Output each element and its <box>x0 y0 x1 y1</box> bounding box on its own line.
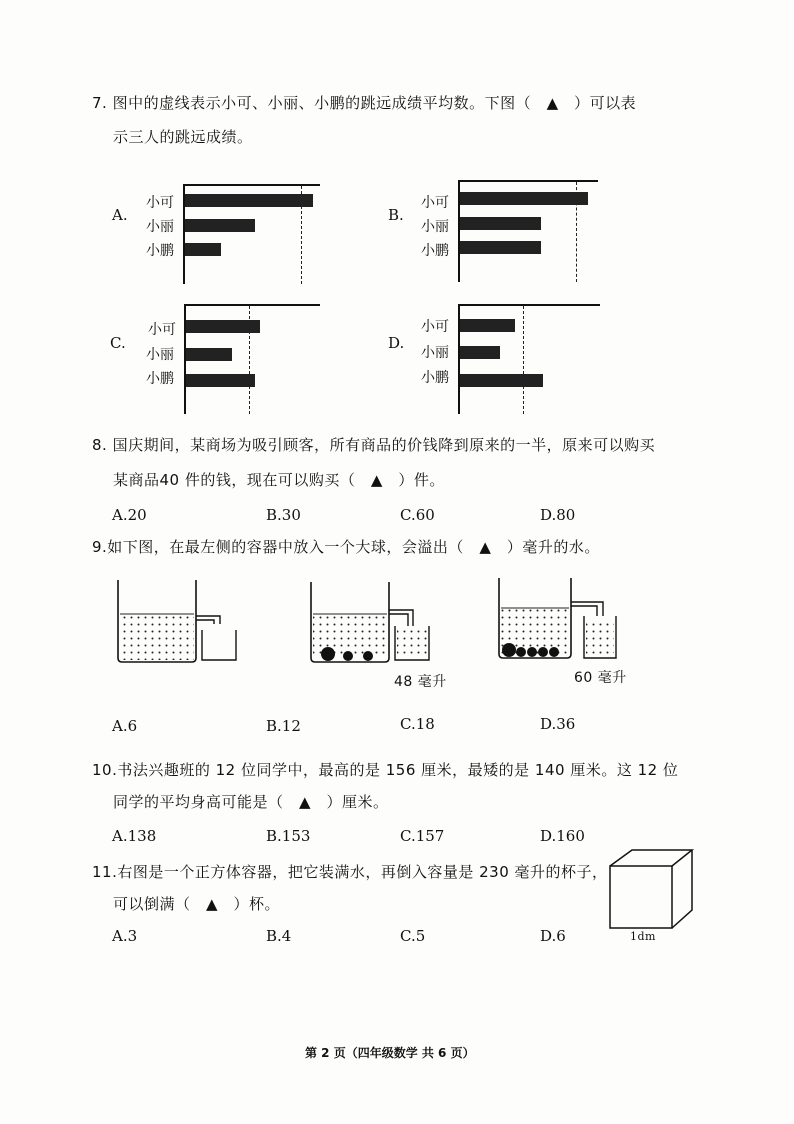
container-1 <box>118 580 236 662</box>
q10-option-d: D.160 <box>540 827 585 845</box>
bar-xiaoli <box>185 219 255 232</box>
q8-text-line2: 某商品40 件的钱，现在可以购买（ ▲ ）件。 <box>113 471 445 489</box>
chart-b <box>388 180 598 290</box>
cube-edge-label: 1dm <box>630 930 656 943</box>
q8-option-d: D.80 <box>540 506 576 524</box>
q9-text-line1: 9.如下图，在最左侧的容器中放入一个大球，会溢出（ ▲ ）毫升的水。 <box>92 538 600 556</box>
cube-container-figure <box>606 846 696 930</box>
bar-label-xiaoli: 小丽 <box>421 345 449 361</box>
bar-label-xiaopeng: 小鹏 <box>421 370 449 386</box>
container-3 <box>499 578 616 658</box>
bar-label-xiaoke: 小可 <box>148 322 176 338</box>
chart-d <box>388 304 600 416</box>
bar-xiaopeng <box>186 374 255 387</box>
bar-xiaoke <box>460 319 515 332</box>
bar-xiaopeng <box>460 241 541 254</box>
q10-option-c: C.157 <box>400 827 445 845</box>
q8-option-c: C.60 <box>400 506 435 524</box>
q11-option-c: C.5 <box>400 927 426 945</box>
chart-top-line <box>458 180 598 182</box>
q9-option-a: A.6 <box>112 717 138 735</box>
average-dashed-line <box>301 186 302 284</box>
bar-label-xiaoke: 小可 <box>146 195 174 211</box>
average-dashed-line <box>523 306 524 414</box>
average-dashed-line <box>249 306 250 414</box>
bar-xiaoli <box>460 346 500 359</box>
q9-overflow-label-48: 48 毫升 <box>394 674 447 690</box>
chart-a <box>112 182 322 292</box>
q11-text-line2: 可以倒满（ ▲ ）杯。 <box>113 895 281 913</box>
container-2 <box>311 582 429 662</box>
q7-text-line2: 示三人的跳远成绩。 <box>113 128 253 146</box>
chart-top-line <box>183 184 320 186</box>
bar-xiaoli <box>186 348 232 361</box>
bar-xiaoke <box>185 194 313 207</box>
chart-letter: D. <box>388 334 405 352</box>
bar-label-xiaopeng: 小鹏 <box>146 243 174 259</box>
q10-option-b: B.153 <box>266 827 311 845</box>
chart-top-line <box>458 304 600 306</box>
chart-top-line <box>184 304 320 306</box>
bar-label-xiaopeng: 小鹏 <box>421 243 449 259</box>
q10-text-line2: 同学的平均身高可能是（ ▲ ）厘米。 <box>113 793 389 811</box>
q9-option-c: C.18 <box>400 715 435 733</box>
q8-option-a: A.20 <box>112 506 147 524</box>
q9-option-d: D.36 <box>540 715 576 733</box>
bar-label-xiaoke: 小可 <box>421 195 449 211</box>
page-footer: 第 2 页（四年级数学 共 6 页） <box>305 1046 475 1060</box>
chart-c <box>110 304 322 416</box>
bar-label-xiaoli: 小丽 <box>146 219 174 235</box>
bar-label-xiaoke: 小可 <box>421 319 449 335</box>
q11-option-a: A.3 <box>112 927 138 945</box>
q11-text-line1: 11.右图是一个正方体容器，把它装满水，再倒入容量是 230 毫升的杯子， <box>92 863 608 881</box>
bar-xiaoli <box>460 217 541 230</box>
q10-option-a: A.138 <box>112 827 157 845</box>
chart-letter: A. <box>112 206 128 224</box>
chart-letter: C. <box>110 334 126 352</box>
q10-text-line1: 10.书法兴趣班的 12 位同学中，最高的是 156 厘米，最矮的是 140 厘米。这 12 位 <box>92 761 679 779</box>
bar-xiaoke <box>460 192 588 205</box>
average-dashed-line <box>576 182 577 282</box>
q11-option-b: B.4 <box>266 927 292 945</box>
bar-xiaopeng <box>460 374 543 387</box>
bar-xiaopeng <box>185 243 221 256</box>
bar-label-xiaopeng: 小鹏 <box>146 371 174 387</box>
q9-option-b: B.12 <box>266 717 301 735</box>
chart-letter: B. <box>388 206 404 224</box>
bar-label-xiaoli: 小丽 <box>421 219 449 235</box>
q8-option-b: B.30 <box>266 506 301 524</box>
q9-overflow-label-60: 60 毫升 <box>574 670 627 686</box>
q11-option-d: D.6 <box>540 927 566 945</box>
bar-label-xiaoli: 小丽 <box>146 347 174 363</box>
q8-text-line1: 8. 国庆期间，某商场为吸引顾客，所有商品的价钱降到原来的一半，原来可以购买 <box>92 436 656 454</box>
q7-text-line1: 7. 图中的虚线表示小可、小丽、小鹏的跳远成绩平均数。下图（ ▲ ）可以表 <box>92 94 637 112</box>
